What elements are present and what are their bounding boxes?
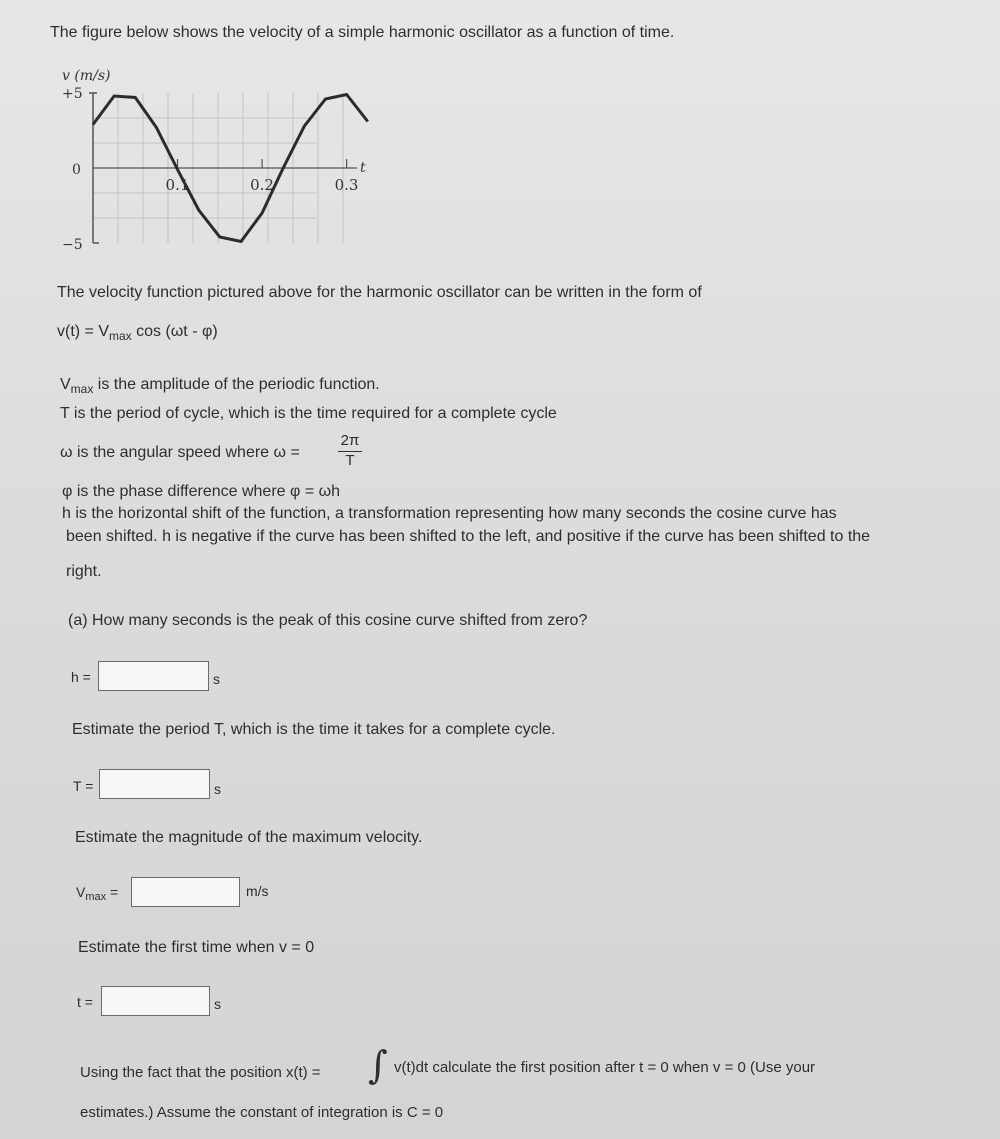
phi-definition: φ is the phase difference where φ = ωh — [62, 483, 340, 500]
velocity-graph — [52, 62, 372, 252]
form-description: The velocity function pictured above for the harmonic oscillator can be written in the form of — [57, 284, 702, 301]
y-tick-label: −5 — [62, 237, 83, 252]
omega-definition: ω is the angular speed where ω = — [60, 444, 300, 461]
vmax-input[interactable] — [131, 877, 240, 907]
h-unit: s — [213, 671, 220, 687]
x-tick-label: 0.1 — [165, 176, 190, 194]
velocity-formula: $v(t) = V_{max}$ cos (ωt - φ) — [57, 323, 218, 343]
h-definition-line1: h is the horizontal shift of the function, a transformation representing how many seconds the cosine curve has — [62, 505, 837, 522]
vmax-definition: $V_{max}$ is the amplitude of the periodic function. — [60, 376, 380, 396]
y-axis-label: v (m/s) — [62, 68, 111, 84]
y-tick-label: 0 — [72, 162, 81, 178]
t-label: t = — [77, 994, 93, 1010]
intro-text: The figure below shows the velocity of a simple harmonic oscillator as a function of time. — [50, 24, 675, 41]
h-definition-line3: right. — [66, 563, 102, 580]
x-tick-label: 0.2 — [250, 176, 274, 194]
h-definition-line2: been shifted. h is negative if the curve has been shifted to the left, and positive if the curve has been shifted to the — [66, 528, 871, 545]
graph-axes — [89, 93, 357, 243]
T-unit: s — [214, 781, 221, 797]
integral-sign: ∫ — [368, 1043, 388, 1087]
T-input[interactable] — [99, 769, 210, 799]
h-label: h = — [71, 669, 91, 685]
position-question-pre: Using the fact that the position x(t) = — [80, 1064, 321, 1081]
position-question-line2: estimates.) Assume the constant of integration is C = 0 — [80, 1104, 444, 1121]
T-label: T = — [73, 778, 94, 794]
vmax-label: $V_{max}$ = — [76, 884, 119, 903]
h-input[interactable] — [98, 661, 209, 691]
period-definition: T is the period of cycle, which is the time required for a complete cycle — [60, 405, 557, 422]
t-unit: s — [214, 996, 221, 1012]
position-question-post: v(t)dt calculate the first position after t = 0 when v = 0 (Use your — [394, 1059, 816, 1076]
x-tick-label: 0.3 — [334, 176, 359, 194]
question-a: (a) How many seconds is the peak of this cosine curve shifted from zero? — [68, 612, 588, 629]
question-period: Estimate the period T, which is the time it takes for a complete cycle. — [72, 721, 556, 738]
t-input[interactable] — [101, 986, 210, 1016]
x-axis-label: t — [360, 160, 366, 176]
y-tick-label: +5 — [62, 86, 83, 102]
question-vmax: Estimate the magnitude of the maximum velocity. — [75, 829, 423, 846]
vmax-unit: m/s — [246, 883, 269, 899]
question-tzero: Estimate the first time when v = 0 — [78, 939, 315, 956]
omega-fraction: $\frac{2\pi}{T}$ — [338, 432, 362, 470]
